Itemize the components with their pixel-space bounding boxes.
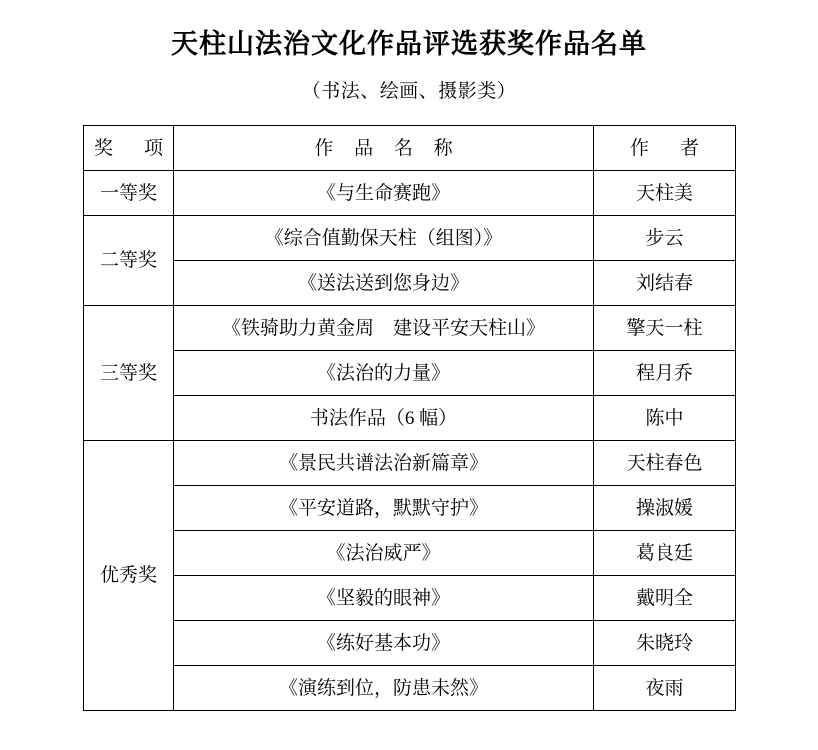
work-title: 《送法送到您身边》 [174,261,594,306]
work-author: 擎天一柱 [594,306,736,351]
work-title: 《法治的力量》 [174,351,594,396]
award-table-wrapper [83,125,735,711]
work-title: 《与生命赛跑》 [174,171,594,216]
work-author: 夜雨 [594,666,736,711]
work-author: 程月乔 [594,351,736,396]
prize-group-label: 三等奖 [84,306,174,441]
prize-group-label: 优秀奖 [84,441,174,711]
page-subtitle: （书法、绘画、摄影类） [301,81,517,103]
table-row [84,441,736,486]
table-row [84,171,736,216]
column-header-prize: 奖 项 [84,126,174,171]
work-author: 天柱春色 [594,441,736,486]
table-row [84,216,736,261]
work-title: 《练好基本功》 [174,621,594,666]
table-row [84,486,736,531]
work-author: 天柱美 [594,171,736,216]
work-author: 步云 [594,216,736,261]
work-author: 朱晓玲 [594,621,736,666]
work-title: 《演练到位，防患未然》 [174,666,594,711]
column-header-work: 作 品 名 称 [174,126,594,171]
table-row [84,576,736,621]
table-row [84,306,736,351]
work-title: 《景民共谱法治新篇章》 [174,441,594,486]
award-table [83,125,736,711]
table-row [84,531,736,576]
column-header-author: 作 者 [594,126,736,171]
work-title: 《坚毅的眼神》 [174,576,594,621]
prize-group-label: 一等奖 [84,171,174,216]
work-author: 操淑媛 [594,486,736,531]
work-title: 《综合值勤保天柱（组图）》 [174,216,594,261]
table-row [84,261,736,306]
prize-group-label: 二等奖 [84,216,174,306]
work-title: 书法作品（6 幅） [174,396,594,441]
work-author: 刘结春 [594,261,736,306]
work-author: 戴明全 [594,576,736,621]
work-title: 《平安道路，默默守护》 [174,486,594,531]
work-author: 陈中 [594,396,736,441]
table-row [84,621,736,666]
work-title: 《铁骑助力黄金周 建设平安天柱山》 [174,306,594,351]
work-title: 《法治威严》 [174,531,594,576]
table-row [84,666,736,711]
document-page [0,28,818,750]
work-author: 葛良廷 [594,531,736,576]
page-title: 天柱山法治文化作品评选获奖作品名单 [171,29,647,59]
table-header-row [84,126,736,171]
table-row [84,396,736,441]
table-row [84,351,736,396]
